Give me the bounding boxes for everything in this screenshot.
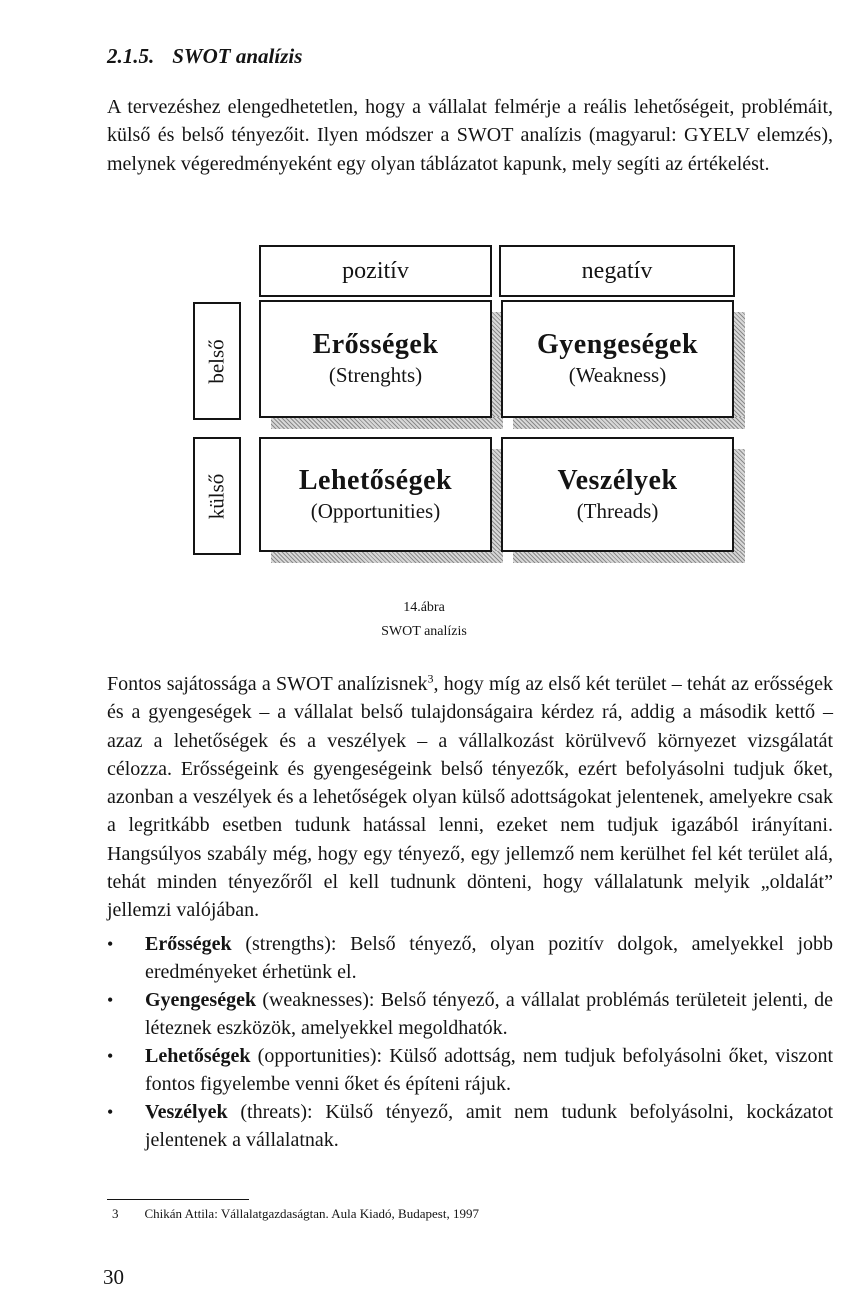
- bullet-icon: •: [107, 990, 114, 1010]
- quadrant-strengths-subtitle: (Strenghts): [328, 363, 423, 387]
- quadrant-threats-subtitle: (Threads): [576, 498, 659, 523]
- column-header-negative-label: negatív: [581, 257, 653, 284]
- quadrant-strengths: [259, 300, 492, 418]
- column-header-negative: [499, 245, 735, 297]
- body-paragraph-rest: , hogy míg az első két terület – tehát az erősségek és a gyengeségek – a vállalat belső tulajdonságaira kérdez rá, addig a második kettő – azaz a lehetőségek és a veszélyek – a vállalkozást körülvevő környezet vizsgálatát célozza. Erősségeink és gyengeségeink belső tényezők, ezért befolyásolni tudjuk őket, azonban a veszélyek és a lehetőségek olyan külső adottságokat jelentenek, amelyekre csak a legritkább esetben tudunk hatással lenni, ezeket nem tudjuk igazából irányítani. Hangsúlyos szabály még, hogy egy tényező, egy jellemző nem kerülhet fel két terület alá, tehát minden tényezőről el kell tudnunk dönteni, hogy vállalatunk melyik „oldalát” jellemzi valójában.: [107, 673, 833, 922]
- list-item-term: Veszélyek: [145, 1101, 228, 1123]
- bullet-icon: •: [107, 934, 114, 954]
- list-item-term: Gyengeségek: [145, 989, 257, 1011]
- list-item-text: (opportunities): Külső adottság, nem tudjuk befolyásolni őket, viszont fontos figyelembe venni őket és építeni rájuk.: [145, 1045, 833, 1095]
- row-header-internal-label: belső: [204, 338, 229, 384]
- intro-paragraph: A tervezéshez elengedhetetlen, hogy a vállalat felmérje a reális lehetőségeit, problémáit, külső és belső tényezőit. Ilyen módszer a SWOT analízis (magyarul: GYELV elemzés), melynek végeredményeként egy olyan táblázatot kapunk, mely segíti az értékelést.: [107, 96, 833, 175]
- figure-caption-title: SWOT analízis: [381, 624, 467, 639]
- section-heading: [107, 44, 302, 69]
- column-header-positive-label: pozitív: [342, 257, 409, 284]
- quadrant-strengths-title: Erősségek: [312, 329, 439, 360]
- footnote-reference: 3: [427, 671, 434, 686]
- row-header-internal: [193, 302, 241, 420]
- quadrant-weaknesses: [501, 300, 734, 418]
- list-item-term: Erősségek: [145, 933, 232, 955]
- bullet-icon: •: [107, 1046, 114, 1066]
- quadrant-weaknesses-subtitle: (Weakness): [568, 363, 667, 387]
- swot-definitions-list: [107, 930, 833, 1154]
- quadrant-shadow: [271, 417, 503, 429]
- page-number: 30: [103, 1265, 124, 1289]
- list-item-text: (threats): Külső tényező, amit nem tudunk befolyásolni, kockázatot jelentenek a vállalatnak.: [145, 1101, 833, 1151]
- list-item: [107, 1098, 833, 1154]
- column-header-positive: [259, 245, 492, 297]
- footnote-divider: [107, 1199, 249, 1200]
- footnote-number: 3: [112, 1206, 119, 1221]
- quadrant-opportunities-subtitle: (Opportunities): [310, 498, 441, 523]
- figure-caption-number: 14.ábra: [403, 600, 445, 615]
- quadrant-weaknesses-title: Gyengeségek: [536, 329, 699, 360]
- section-number: 2.1.5.: [107, 44, 155, 68]
- list-item: [107, 930, 833, 986]
- list-item-text: (strengths): Belső tényező, olyan pozitív dolgok, amelyekkel jobb eredményeket érhetünk el.: [145, 933, 833, 983]
- list-item: [107, 1042, 833, 1098]
- quadrant-shadow: [733, 312, 745, 418]
- list-item: [107, 986, 833, 1042]
- row-header-external-label: külső: [204, 473, 229, 519]
- body-paragraph-start: Fontos sajátossága a SWOT analízisnek: [107, 673, 428, 695]
- quadrant-threats-title: Veszélyek: [557, 464, 678, 496]
- quadrant-opportunities: [259, 437, 492, 552]
- footnote-text: Chikán Attila: Vállalatgazdaságtan. Aula Kiadó, Budapest, 1997: [144, 1206, 479, 1221]
- body-paragraph: [107, 670, 833, 925]
- quadrant-shadow: [513, 551, 745, 563]
- quadrant-shadow: [513, 417, 745, 429]
- quadrant-threats: [501, 437, 734, 552]
- quadrant-shadow: [271, 551, 503, 563]
- list-item-text: (weaknesses): Belső tényező, a vállalat problémás területeit jelenti, de léteznek eszközök, amelyekkel megoldhatók.: [145, 989, 833, 1039]
- list-item-term: Lehetőségek: [145, 1045, 251, 1067]
- section-title: SWOT analízis: [172, 44, 303, 68]
- quadrant-opportunities-title: Lehetőségek: [298, 464, 453, 496]
- quadrant-shadow: [733, 449, 745, 563]
- footnote: [112, 1206, 479, 1222]
- bullet-icon: •: [107, 1102, 114, 1122]
- row-header-external: [193, 437, 241, 555]
